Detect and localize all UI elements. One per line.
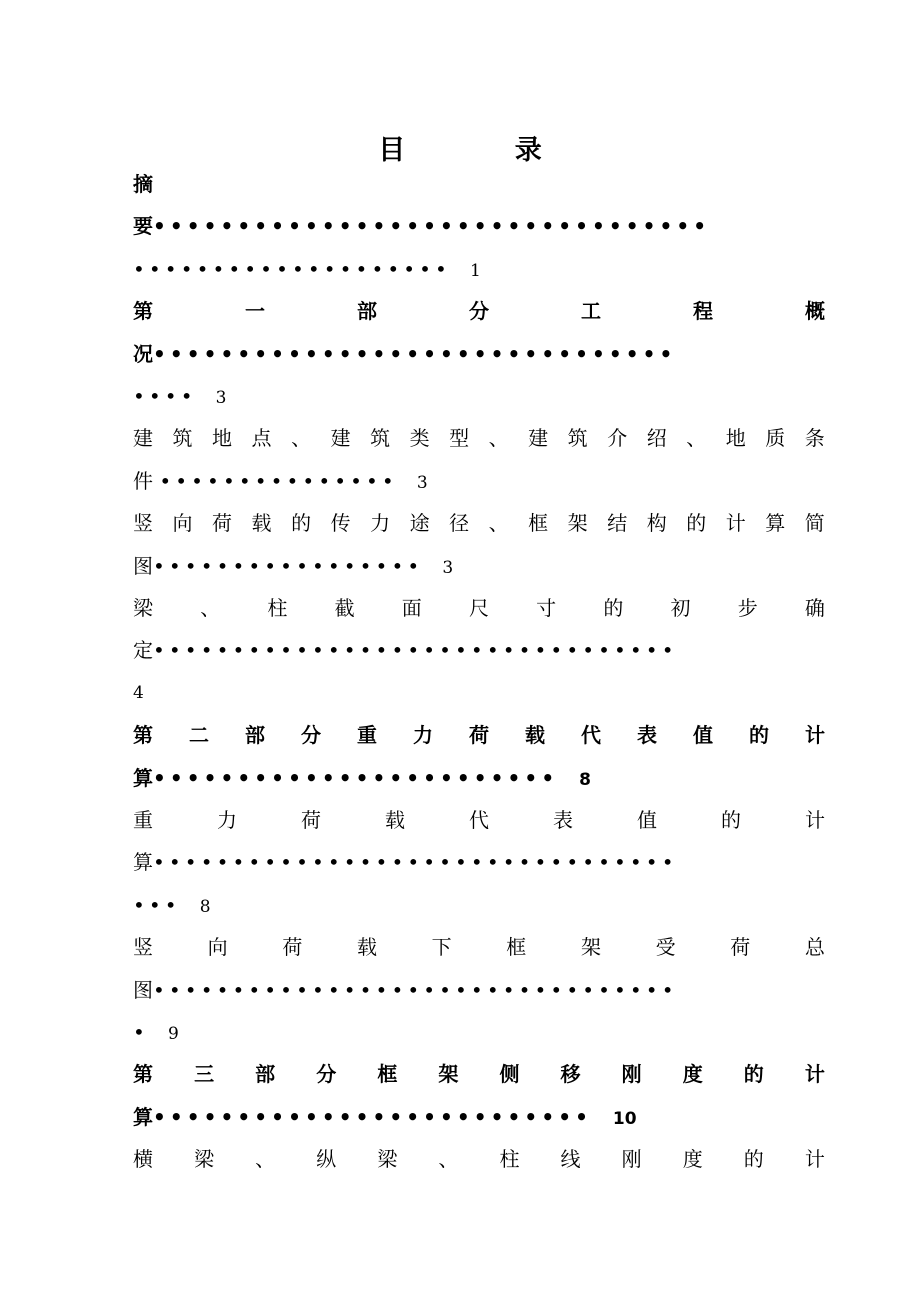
toc-char: 计 bbox=[804, 1062, 825, 1087]
toc-char: 、 bbox=[686, 426, 707, 451]
toc-line bbox=[133, 1139, 825, 1179]
toc-label: 件 bbox=[133, 468, 160, 493]
toc-line: 4 bbox=[133, 682, 144, 703]
toc-char: 径 bbox=[449, 511, 470, 536]
toc-label: 算 bbox=[133, 765, 153, 790]
toc-char: 介 bbox=[607, 426, 628, 451]
toc-line bbox=[133, 291, 825, 331]
toc-char: 、 bbox=[438, 1147, 459, 1172]
toc-char: 架 bbox=[580, 935, 601, 960]
toc-char: 地 bbox=[725, 426, 746, 451]
toc-char: 向 bbox=[172, 511, 193, 536]
toc-leader: ••••••••••••••••• bbox=[153, 553, 424, 578]
toc-leader: ••••••••••••••• bbox=[159, 468, 398, 493]
toc-char: 受 bbox=[655, 935, 676, 960]
toc-char: 步 bbox=[737, 596, 758, 620]
toc-char: 工 bbox=[581, 299, 601, 324]
toc-page-number: 9 bbox=[167, 1024, 179, 1044]
toc-char: 重 bbox=[133, 808, 153, 832]
toc-char: 型 bbox=[449, 426, 470, 451]
toc-line bbox=[133, 376, 825, 416]
toc-line bbox=[133, 418, 825, 458]
toc-leader: •••••••••••••••••••••••• bbox=[153, 765, 559, 790]
toc-char: 建 bbox=[330, 426, 351, 451]
toc-char: 载 bbox=[525, 723, 545, 748]
toc-line bbox=[133, 206, 825, 246]
toc-char: 刚 bbox=[621, 1147, 642, 1172]
toc-line bbox=[133, 1012, 825, 1052]
toc-char: 移 bbox=[560, 1062, 581, 1087]
toc-line bbox=[133, 630, 825, 670]
toc-char: 表 bbox=[553, 808, 573, 832]
toc-leader: ••••••••••••••••••••••••••••••••• bbox=[153, 638, 678, 663]
toc-char: 的 bbox=[686, 511, 707, 536]
toc-char: 纵 bbox=[316, 1147, 337, 1172]
toc-char: 力 bbox=[413, 723, 433, 748]
toc-char: 、 bbox=[488, 426, 509, 451]
toc-char: 条 bbox=[804, 426, 825, 451]
toc-leader: ••• bbox=[133, 892, 181, 917]
toc-line bbox=[133, 461, 825, 501]
toc-char: 面 bbox=[401, 596, 422, 620]
toc-char: 荷 bbox=[469, 723, 489, 748]
toc-label: 定 bbox=[133, 638, 153, 663]
toc-char: 总 bbox=[804, 935, 825, 960]
toc-label: 况 bbox=[133, 341, 153, 366]
toc-page-number: 3 bbox=[215, 388, 227, 408]
toc-char: 竖 bbox=[133, 935, 153, 960]
toc-char: 筑 bbox=[567, 426, 588, 451]
toc-char: 的 bbox=[743, 1147, 764, 1172]
toc-line bbox=[133, 249, 825, 289]
toc-leader: ••••••••••••••••••••••••••••••••• bbox=[153, 214, 711, 239]
toc-line bbox=[133, 334, 825, 374]
toc-page-number: 3 bbox=[416, 472, 428, 493]
toc-char: 力 bbox=[370, 511, 391, 536]
toc-page-number: 1 bbox=[470, 260, 481, 281]
toc-char: 筑 bbox=[370, 426, 391, 451]
toc-char: 分 bbox=[316, 1062, 337, 1087]
toc-page-number: 3 bbox=[442, 557, 454, 578]
toc-char: 分 bbox=[469, 299, 489, 324]
toc-line bbox=[133, 885, 825, 925]
toc-char: 、 bbox=[255, 1147, 276, 1172]
toc-char: 线 bbox=[560, 1147, 581, 1172]
toc-char: 第 bbox=[133, 1062, 153, 1087]
toc-char: 、 bbox=[291, 426, 312, 451]
toc-char: 力 bbox=[217, 808, 237, 832]
toc-char: 算 bbox=[765, 511, 786, 536]
toc-char: 梁 bbox=[194, 1147, 215, 1172]
toc-char: 度 bbox=[682, 1147, 703, 1172]
toc-char: 向 bbox=[207, 935, 228, 960]
toc-char: 梁 bbox=[133, 596, 153, 620]
toc-line bbox=[133, 842, 825, 882]
toc-char: 一 bbox=[245, 299, 265, 324]
toc-char: 概 bbox=[805, 299, 825, 324]
toc-char: 值 bbox=[693, 723, 713, 748]
toc-char: 筑 bbox=[172, 426, 193, 451]
toc-line bbox=[133, 1097, 825, 1137]
toc-char: 框 bbox=[528, 511, 549, 536]
toc-leader: • bbox=[133, 1020, 149, 1044]
toc-char: 部 bbox=[255, 1062, 276, 1087]
toc-char: 途 bbox=[409, 511, 430, 536]
toc-char: 程 bbox=[693, 299, 713, 324]
toc-char: 三 bbox=[194, 1062, 215, 1087]
toc-char: 荷 bbox=[301, 808, 321, 832]
toc-char: 结 bbox=[607, 511, 628, 536]
toc-line bbox=[133, 546, 825, 586]
toc-char: 地 bbox=[212, 426, 233, 451]
toc-line bbox=[133, 970, 825, 1010]
toc-char: 第 bbox=[133, 299, 153, 324]
toc-char: 简 bbox=[804, 511, 825, 536]
toc-char: 质 bbox=[765, 426, 786, 451]
toc-char: 的 bbox=[291, 511, 312, 536]
toc-char: 荷 bbox=[212, 511, 233, 536]
toc-char: 架 bbox=[567, 511, 588, 536]
toc-char: 第 bbox=[133, 723, 153, 748]
toc-line: 摘 bbox=[133, 172, 153, 196]
toc-page-number: 10 bbox=[612, 1108, 637, 1129]
toc-char: 计 bbox=[725, 511, 746, 536]
toc-char: 值 bbox=[637, 808, 657, 832]
toc-page-number: 8 bbox=[579, 769, 591, 790]
toc-char: 绍 bbox=[646, 426, 667, 451]
toc-char: 横 bbox=[133, 1147, 153, 1172]
toc-char: 的 bbox=[749, 723, 769, 748]
toc-char: 建 bbox=[133, 426, 153, 451]
toc-leader: •••••••••••••••••••••••••• bbox=[153, 1104, 592, 1129]
toc-char: 传 bbox=[330, 511, 351, 536]
toc-char: 的 bbox=[603, 596, 624, 620]
toc-char: 重 bbox=[357, 723, 377, 748]
toc-char: 代 bbox=[469, 808, 489, 832]
toc-line bbox=[133, 715, 825, 755]
toc-char: 载 bbox=[385, 808, 405, 832]
toc-char: 构 bbox=[646, 511, 667, 536]
toc-label: 要 bbox=[133, 214, 153, 239]
toc-char: 度 bbox=[682, 1062, 703, 1087]
toc-char: 代 bbox=[581, 723, 601, 748]
toc-line bbox=[133, 588, 825, 628]
toc-char: 梁 bbox=[377, 1147, 398, 1172]
toc-char: 建 bbox=[528, 426, 549, 451]
toc-char: 荷 bbox=[730, 935, 751, 960]
toc-leader: •••••••••••••••••••• bbox=[133, 256, 451, 281]
toc-char: 表 bbox=[637, 723, 657, 748]
toc-char: 的 bbox=[721, 808, 741, 832]
toc-label: 图 bbox=[133, 553, 153, 578]
toc-char: 类 bbox=[409, 426, 430, 451]
toc-char: 刚 bbox=[621, 1062, 642, 1087]
toc-char: 载 bbox=[251, 511, 272, 536]
toc-leader: ••••••••••••••••••••••••••••••••• bbox=[153, 977, 678, 1002]
toc-line bbox=[133, 758, 825, 798]
toc-line bbox=[133, 503, 825, 543]
toc-char: 、 bbox=[488, 511, 509, 536]
toc-char: 尺 bbox=[468, 596, 489, 620]
toc-char: 分 bbox=[301, 723, 321, 748]
toc-char: 框 bbox=[506, 935, 527, 960]
toc-char: 侧 bbox=[499, 1062, 520, 1087]
toc-char: 柱 bbox=[267, 596, 288, 620]
toc-char: 竖 bbox=[133, 511, 153, 536]
toc-char: 载 bbox=[356, 935, 377, 960]
toc-char: 荷 bbox=[282, 935, 303, 960]
toc-char: 初 bbox=[670, 596, 691, 620]
toc-char: 部 bbox=[357, 299, 377, 324]
toc-char: 截 bbox=[334, 596, 355, 620]
toc-char: 寸 bbox=[536, 596, 557, 620]
toc-char: 计 bbox=[804, 1147, 825, 1172]
toc-label: 算 bbox=[133, 850, 153, 875]
toc-char: 确 bbox=[804, 596, 825, 620]
toc-char: 二 bbox=[189, 723, 209, 748]
toc-label: 算 bbox=[133, 1104, 153, 1129]
toc-char: 计 bbox=[805, 723, 825, 748]
toc-leader: •••• bbox=[133, 384, 197, 408]
toc-char: 柱 bbox=[499, 1147, 520, 1172]
toc-char: 架 bbox=[438, 1062, 459, 1087]
page-title: 目 录 bbox=[378, 135, 592, 166]
toc-line bbox=[133, 927, 825, 967]
toc-leader: ••••••••••••••••••••••••••••••• bbox=[153, 341, 677, 366]
toc-line bbox=[133, 800, 825, 840]
toc-label: 图 bbox=[133, 977, 153, 1002]
toc-leader: ••••••••••••••••••••••••••••••••• bbox=[153, 850, 678, 875]
toc-char: 点 bbox=[251, 426, 272, 451]
toc-char: 、 bbox=[200, 596, 221, 620]
toc-char: 部 bbox=[245, 723, 265, 748]
toc-char: 计 bbox=[805, 808, 825, 832]
toc-line bbox=[133, 1054, 825, 1094]
toc-page-number: 8 bbox=[199, 896, 211, 917]
toc-char: 下 bbox=[431, 935, 452, 960]
toc-char: 的 bbox=[743, 1062, 764, 1087]
toc-char: 框 bbox=[377, 1062, 398, 1087]
